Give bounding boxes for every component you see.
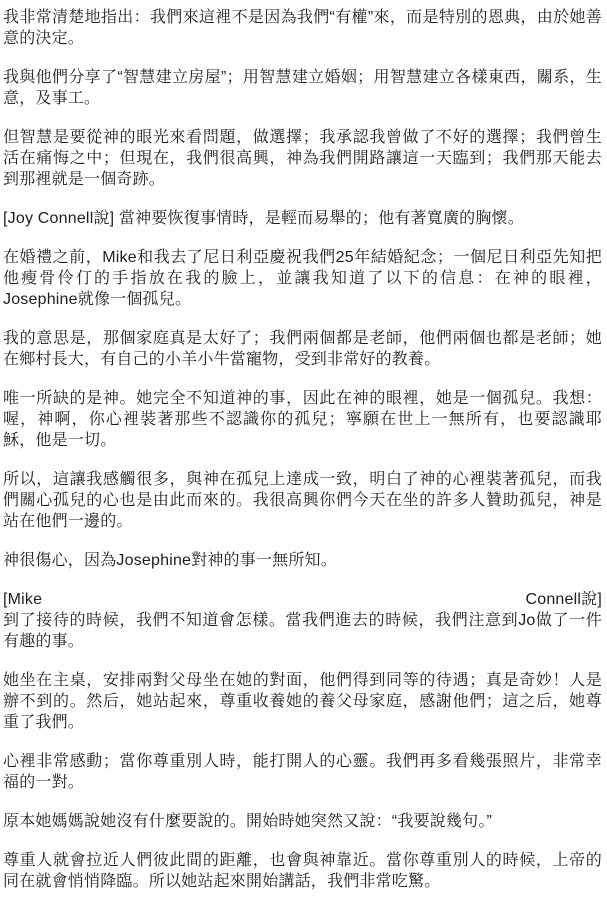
speaker-attribution-right: Connell說] — [525, 591, 602, 608]
paragraph-4-joy-connell-quote: [Joy Connell說] 當神要恢復事情時，是輕而易舉的；他有著寬廣的胸懷。 — [3, 210, 524, 227]
paragraph-14: 尊重人就會拉近人們彼此間的距離，也會與神靠近。當你尊重別人的時候，上帝的同在就會悄悄降臨。所以她站起來開始講話，我們非常吃驚。 — [3, 852, 602, 890]
paragraph-11: 她坐在主桌，安排兩對父母坐在她的對面，他們得到同等的待遇；真是奇妙！人是辦不到的。然后，她站起來，尊重收養她的養父母家庭，感謝他們；這之后，她尊重了我們。 — [3, 672, 602, 731]
paragraph-2: 我與他們分享了“智慧建立房屋”；用智慧建立婚姻；用智慧建立各樣東西，關系，生意，及事工。 — [3, 69, 602, 107]
paragraph-5: 在婚禮之前，Mike和我去了尼日利亞慶祝我們25年結婚紀念；一個尼日利亞先知把他瘦骨伶仃的手指放在我的臉上，並讓我知道了以下的信息：在神的眼裡，Josephine就像一個孤兒。 — [3, 249, 602, 308]
paragraph-10-mike-connell-quote — [3, 589, 602, 652]
paragraph-10-body: 到了接待的時候，我們不知道會怎樣。當我們進去的時候，我們注意到Jo做了一件有趣的事。 — [3, 612, 602, 650]
paragraph-13: 原本她媽媽說她沒有什麼要說的。開始時她突然又說：“我要說幾句。” — [3, 813, 493, 830]
paragraph-6: 我的意思是，那個家庭真是太好了；我們兩個都是老師，他們兩個也都是老師；她在鄉村長大，有自己的小羊小牛當寵物，受到非常好的教養。 — [3, 330, 602, 368]
paragraph-3: 但智慧是要從神的眼光來看問題，做選擇；我承認我曾做了不好的選擇；我們曾生活在痛悔之中；但現在，我們很高興，神為我們開路讓這一天臨到；我們那天能去到那裡就是一個奇跡。 — [3, 129, 602, 188]
speaker-attribution-line — [3, 589, 602, 610]
speaker-attribution-left: [Mike — [3, 591, 43, 608]
paragraph-1: 我非常清楚地指出：我們來這裡不是因為我們“有權”來，而是特別的恩典，由於她善意的決定。 — [3, 9, 602, 47]
paragraph-12: 心裡非常感動；當你尊重別人時，能打開人的心靈。我們再多看幾張照片，非常幸福的一對。 — [3, 753, 602, 791]
paragraph-8: 所以，這讓我感觸很多，與神在孤兒上達成一致，明白了神的心裡裝著孤兒，而我們關心孤兒的心也是由此而來的。我很高興你們今天在坐的許多人贊助孤兒，神是站在他們一邊的。 — [3, 471, 602, 530]
document-page — [3, 7, 602, 892]
paragraph-7: 唯一所缺的是神。她完全不知道神的事，因此在神的眼裡，她是一個孤兒。我想：喔，神啊，你心裡裝著那些不認識你的孤兒；寧願在世上一無所有，也要認識耶穌，他是一切。 — [3, 390, 602, 449]
paragraph-9: 神很傷心，因為Josephine對神的事一無所知。 — [3, 552, 337, 569]
